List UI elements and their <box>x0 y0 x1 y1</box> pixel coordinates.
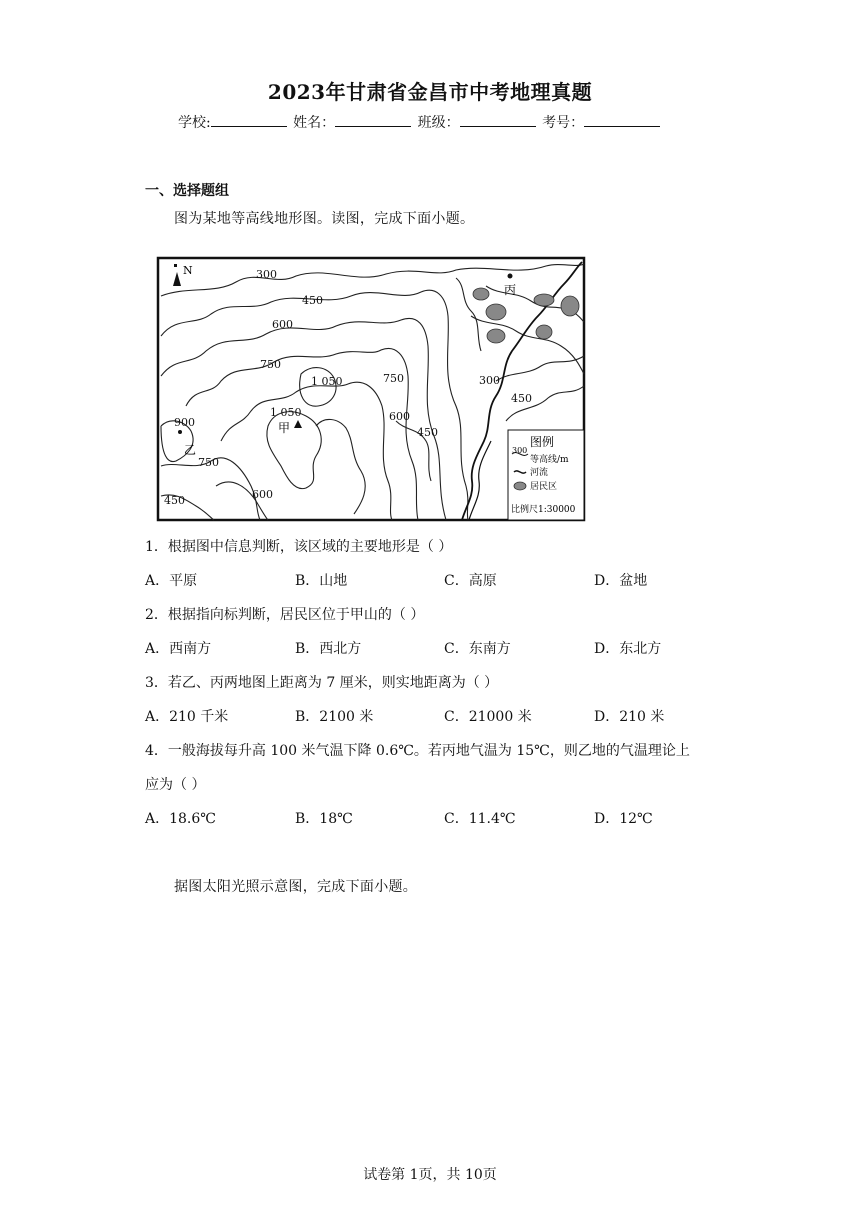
place-yi: 乙 <box>184 443 197 457</box>
yi-point <box>178 430 182 434</box>
exam-number-label: 考号： <box>542 115 585 131</box>
legend-residential: 居民区 <box>530 482 558 492</box>
legend-river: 河流 <box>530 468 549 478</box>
legend-sample-value: 300 <box>512 446 528 455</box>
page-footer: 试卷第 1页，共 10页 <box>363 1167 497 1183</box>
school-label: 学校: <box>178 115 211 131</box>
student-info-line <box>178 112 698 132</box>
section2-intro: 据图太阳光照示意图，完成下面小题。 <box>174 879 418 895</box>
bing-point <box>508 274 513 279</box>
section-heading: 一、选择题组 <box>145 183 229 199</box>
option-b[interactable]: B．2100 米 <box>295 709 374 725</box>
contour-label: 750 <box>260 358 281 371</box>
option-a[interactable]: A．西南方 <box>145 641 212 657</box>
contour-label: 1 050 <box>311 375 343 388</box>
legend-title: 图例 <box>530 435 555 449</box>
name-label: 姓名： <box>293 115 336 131</box>
legend-scale: 比例尺1:30000 <box>511 505 576 515</box>
section-intro: 图为某地等高线地形图。读图，完成下面小题。 <box>174 211 475 227</box>
question-3-stem: 3．若乙、丙两地图上距离为 7 厘米，则实地距离为（ ） <box>145 675 499 691</box>
option-d[interactable]: D．12℃ <box>594 811 653 827</box>
option-d[interactable]: D．东北方 <box>594 641 662 657</box>
school-field[interactable] <box>211 112 287 127</box>
option-a[interactable]: A．18.6℃ <box>145 811 216 827</box>
contour-label: 600 <box>252 488 273 501</box>
option-b[interactable]: B．山地 <box>295 573 348 589</box>
option-a[interactable]: A．平原 <box>145 573 198 589</box>
legend-contour: 等高线/m <box>530 455 569 465</box>
place-bing: 丙 <box>504 283 517 297</box>
question-4-stem-continued: 应为（ ） <box>145 777 206 793</box>
contour-label: 300 <box>256 268 277 281</box>
exam-number-field[interactable] <box>584 112 660 127</box>
option-c[interactable]: C．21000 米 <box>444 709 532 725</box>
class-field[interactable] <box>460 112 536 127</box>
question-1-stem: 1．根据图中信息判断，该区域的主要地形是（ ） <box>145 539 453 555</box>
contour-label: 750 <box>383 372 404 385</box>
option-b[interactable]: B．18℃ <box>295 811 353 827</box>
contour-map-figure <box>156 256 586 522</box>
contour-label: 300 <box>479 374 500 387</box>
option-c[interactable]: C．高原 <box>444 573 497 589</box>
option-b[interactable]: B．西北方 <box>295 641 362 657</box>
contour-label: 450 <box>302 294 323 307</box>
class-label: 班级： <box>417 115 460 131</box>
option-a[interactable]: A．210 千米 <box>145 709 229 725</box>
contour-label: 900 <box>174 416 195 429</box>
contour-label: 450 <box>164 494 185 507</box>
contour-map <box>156 256 586 522</box>
contour-label: 450 <box>511 392 532 405</box>
option-d[interactable]: D．盆地 <box>594 573 648 589</box>
contour-label: 750 <box>198 456 219 469</box>
contour-label: 1 050 <box>270 406 302 419</box>
question-4-stem: 4．一般海拔每升高 100 米气温下降 0.6℃。若丙地气温为 15℃，则乙地的气温理论上 <box>145 743 690 759</box>
north-label: N <box>183 264 193 277</box>
page-title: 2023年甘肃省金昌市中考地理真题 <box>267 80 593 104</box>
option-d[interactable]: D．210 米 <box>594 709 665 725</box>
place-jia: 甲 <box>278 421 291 435</box>
question-2-stem: 2．根据指向标判断，居民区位于甲山的（ ） <box>145 607 425 623</box>
contour-label: 600 <box>272 318 293 331</box>
option-c[interactable]: C．11.4℃ <box>444 811 516 827</box>
map-legend <box>508 430 584 520</box>
option-c[interactable]: C．东南方 <box>444 641 511 657</box>
contour-label: 450 <box>417 426 438 439</box>
name-field[interactable] <box>335 112 411 127</box>
contour-label: 600 <box>389 410 410 423</box>
